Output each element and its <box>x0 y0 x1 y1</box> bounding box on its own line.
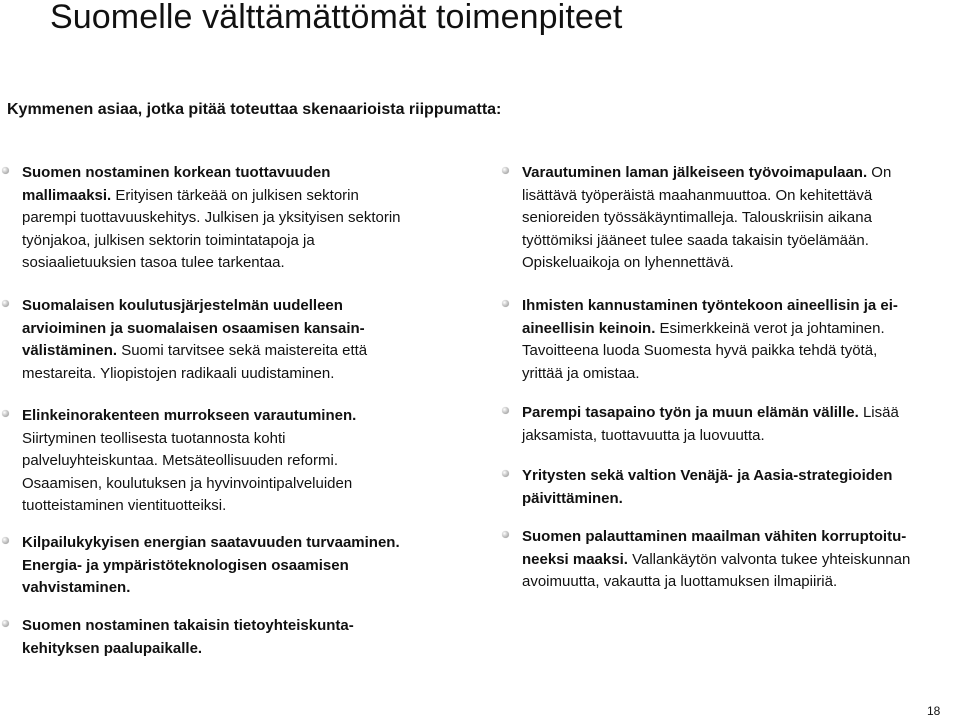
bullet-item <box>500 162 960 275</box>
bullet-line <box>22 495 477 518</box>
bullet-line <box>22 473 477 496</box>
bullet-body-text: Vallankäytön valvonta tukee yhteiskunnan <box>627 550 911 568</box>
bullet-line <box>22 295 477 318</box>
bullet-line <box>522 340 960 363</box>
bullet-body-text: palveluyhteiskuntaa. Metsäteollisuuden reformi. <box>22 452 339 469</box>
bullet-line <box>22 363 477 386</box>
bullet-body-text: lisättävä työperäistä maahanmuuttoa. On kehitettävä <box>522 186 873 204</box>
bullet-item <box>500 295 960 385</box>
bullet-heading-text: aineellisin keinoin. <box>522 319 656 337</box>
bullet-line <box>522 363 960 386</box>
bullet-item <box>0 162 477 275</box>
bullet-line <box>22 162 477 185</box>
bullet-line <box>22 555 477 578</box>
bullet-dot-icon <box>502 407 509 414</box>
bullet-item <box>500 465 960 510</box>
bullet-line <box>522 185 960 208</box>
bullet-line <box>522 230 960 253</box>
page-number: 18 <box>927 704 941 718</box>
bullet-heading-text: Suomen palauttaminen maailman vähiten korruptoitu- <box>522 528 907 545</box>
bullet-body-text: Opiskeluaikoja on lyhennettävä. <box>522 254 734 271</box>
bullet-heading-text: arvioiminen ja suomalaisen osaamisen kansain- <box>22 319 365 337</box>
bullet-item <box>0 532 477 600</box>
bullet-heading-text: Energia- ja ympäristöteknologisen osaamisen <box>22 556 349 574</box>
bullet-line <box>22 230 477 253</box>
bullet-body-text: parempi tuottavuuskehitys. Julkisen ja yksityisen sektorin <box>22 209 401 226</box>
bullet-line <box>522 318 960 341</box>
bullet-body-text: On <box>867 164 892 181</box>
bullet-line <box>522 207 960 230</box>
bullet-item <box>500 402 960 447</box>
bullet-dot-icon <box>502 470 509 477</box>
bullet-body-text: Esimerkkeinä verot ja johtaminen. <box>655 319 885 337</box>
bullet-heading-text: Yritysten sekä valtion Venäjä- ja Aasia-strategioiden <box>522 467 893 484</box>
bullet-dot-icon <box>502 300 509 307</box>
bullet-body-text: senioreiden työssäkäyntimalleja. Talouskriisin aikana <box>522 209 872 226</box>
bullet-body-text: tuotteistaminen vientituotteiksi. <box>22 497 227 514</box>
bullet-dot-icon <box>2 537 9 544</box>
bullet-item <box>0 295 477 385</box>
bullet-heading-text: Kilpailukykyisen energian saatavuuden turvaaminen. <box>22 534 400 551</box>
bullet-body-text: sosiaalietuuksien tasoa tulee tarkentaa. <box>22 254 285 271</box>
bullet-body-text: mestareita. Yliopistojen radikaali uudistaminen. <box>22 364 335 382</box>
bullet-dot-icon <box>2 620 9 627</box>
bullet-body-text: jaksamista, tuottavuutta ja luovuutta. <box>522 426 765 444</box>
bullet-line <box>22 428 477 451</box>
bullet-heading-text: Varautuminen laman jälkeiseen työvoimapulaan. <box>522 164 868 181</box>
bullet-body-text: Suomi tarvitsee sekä maistereita että <box>117 342 368 359</box>
bullet-line <box>522 488 960 511</box>
bullet-line <box>522 252 960 275</box>
bullet-body-text: työttömiksi jääneet tulee saada takaisin työelämään. <box>522 231 869 249</box>
bullet-heading-text: Ihmisten kannustaminen työntekoon aineellisin ja ei- <box>522 297 898 314</box>
bullet-body-text: yrittää ja omistaa. <box>522 364 640 382</box>
bullet-line <box>22 252 477 275</box>
bullet-line <box>22 185 477 208</box>
bullet-heading-text: Suomalaisen koulutusjärjestelmän uudelleen <box>22 297 343 314</box>
bullet-line <box>22 532 477 555</box>
bullet-body-text: työnjakoa, julkisen sektorin toimintatapoja ja <box>22 231 315 249</box>
bullet-body-text: Tavoitteena luoda Suomesta hyvä paikka tehdä työtä, <box>522 342 878 359</box>
bullet-line <box>522 425 960 448</box>
bullet-line <box>522 162 960 185</box>
bullet-heading-text: päivittäminen. <box>522 489 623 507</box>
bullet-heading-text: välistäminen. <box>22 342 118 359</box>
bullet-heading-text: vahvistaminen. <box>22 579 131 596</box>
bullet-line <box>22 577 477 600</box>
bullet-item <box>0 405 477 518</box>
bullet-line <box>22 340 477 363</box>
page-title: Suomelle välttämättömät toimenpiteet <box>50 0 623 36</box>
bullet-heading-text: kehityksen paalupaikalle. <box>22 639 203 657</box>
bullet-heading-text: mallimaaksi. <box>22 186 112 204</box>
bullet-body-text: Osaamisen, koulutuksen ja hyvinvointipalveluiden <box>22 474 353 492</box>
bullet-line <box>22 405 477 428</box>
bullet-line <box>22 318 477 341</box>
bullet-dot-icon <box>2 167 9 174</box>
bullet-body-text: Erityisen tärkeää on julkisen sektorin <box>111 186 359 204</box>
bullet-line <box>522 295 960 318</box>
bullet-line <box>22 207 477 230</box>
bullet-dot-icon <box>2 410 9 417</box>
bullet-heading-text: Suomen nostaminen takaisin tietoyhteiskunta- <box>22 617 354 634</box>
bullet-line <box>22 638 477 661</box>
bullet-line <box>22 450 477 473</box>
bullet-line <box>522 571 960 594</box>
bullet-dot-icon <box>2 300 9 307</box>
bullet-line <box>522 402 960 425</box>
bullet-heading-text: Parempi tasapaino työn ja muun elämän välille. <box>522 404 859 421</box>
bullet-body-text: Lisää <box>858 404 899 421</box>
bullet-dot-icon <box>502 531 509 538</box>
bullet-line <box>22 615 477 638</box>
bullet-line <box>522 526 960 549</box>
page-subtitle: Kymmenen asiaa, jotka pitää toteuttaa skenaarioista riippumatta: <box>7 101 502 118</box>
bullet-item <box>0 615 477 660</box>
bullet-dot-icon <box>502 167 509 174</box>
bullet-body-text: avoimuutta, vakautta ja luottamuksen ilmapiiriä. <box>522 573 838 590</box>
bullet-line <box>522 465 960 488</box>
bullet-body-text: Siirtyminen teollisesta tuotannosta kohti <box>22 429 286 447</box>
bullet-item <box>500 526 960 594</box>
bullet-heading-text: Elinkeinorakenteen murrokseen varautuminen. <box>22 407 357 424</box>
bullet-line <box>522 549 960 572</box>
bullet-heading-text: Suomen nostaminen korkean tuottavuuden <box>22 164 331 181</box>
bullet-heading-text: neeksi maaksi. <box>522 550 628 568</box>
